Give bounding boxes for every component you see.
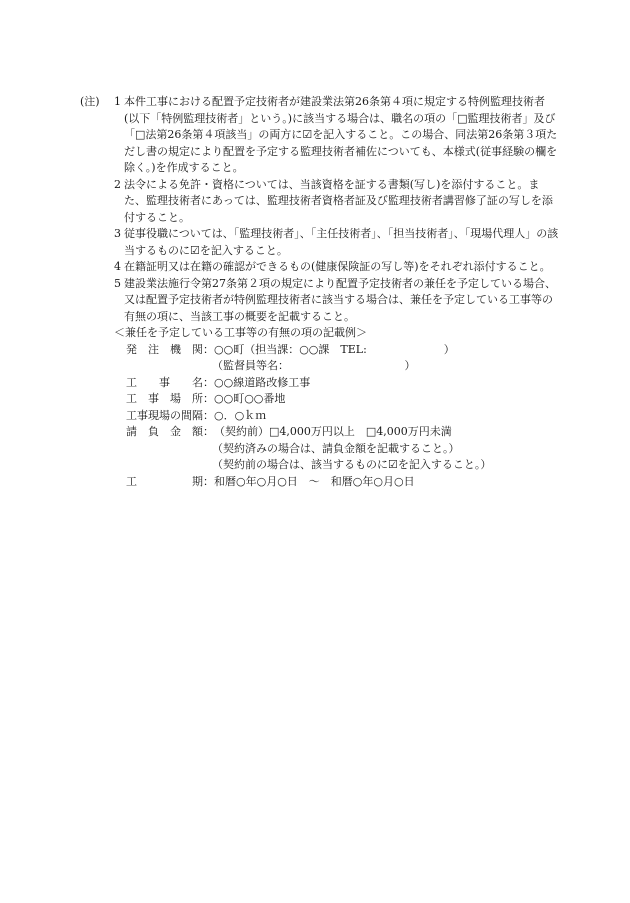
note-number: 5 bbox=[114, 276, 121, 290]
example-row-amount bbox=[114, 424, 560, 441]
note-number: 3 bbox=[114, 227, 121, 240]
note-text: 在籍証明又は在籍の確認ができるもの(健康保険証の写し等)をそれぞれ添付すること。 bbox=[124, 260, 551, 273]
notes-section bbox=[80, 94, 560, 490]
example-subline-supervisor: （監督員等名： ） bbox=[212, 359, 416, 372]
example-section bbox=[114, 325, 560, 490]
example-heading: ＜兼任を予定している工事等の有無の項の記載例＞ bbox=[114, 326, 367, 339]
field-value: ○○町○○番地 bbox=[214, 392, 286, 405]
field-value: 和暦○年○月○日 ～ 和暦○年○月○日 bbox=[214, 474, 415, 488]
note-text: 従事役職については、「監理技術者」、「主任技術者」、「担当技術者」、「現場代理人」の該当するものに☑を記入すること。 bbox=[124, 227, 559, 257]
field-value: ○．○ｋｍ bbox=[214, 408, 267, 422]
note-4 bbox=[80, 259, 560, 276]
note-number: 1 bbox=[114, 95, 121, 108]
field-label: 工 事 場 所： bbox=[126, 392, 214, 405]
example-subline-contracted: （契約済みの場合は、請負金額を記載すること。） bbox=[212, 441, 460, 455]
field-label: 工事現場の間隔： bbox=[126, 408, 214, 422]
field-label: 工 事 名： bbox=[126, 375, 214, 389]
note-text: 本件工事における配置予定技術者が建設業法第26条第４項に規定する特例監理技術者(以下「特例監理技術者」という。)に該当する場合は、職名の項の「□監理技術者」及び「□法第26条第４項該当」の両方に☑を記入すること。この場合、同法第26条第３項ただし書の規定により配置を予定する監理技術者補佐についても、本様式(従事経験の欄を除く。)を作成すること。 bbox=[124, 95, 558, 174]
notes-header: (注) bbox=[80, 95, 100, 108]
field-value: ○○線道路改修工事 bbox=[214, 375, 311, 389]
example-subline-precontract: （契約前の場合は、該当するものに☑を記入すること。） bbox=[212, 458, 492, 471]
note-2 bbox=[80, 177, 560, 227]
note-1 bbox=[80, 94, 560, 177]
field-value: ○○町（担当課：○○課 TEL: ） bbox=[214, 342, 455, 356]
example-row-site bbox=[114, 391, 560, 408]
note-3 bbox=[80, 226, 560, 259]
field-value: （契約前）□4,000万円以上 □4,000万円未満 bbox=[214, 425, 452, 438]
example-row-distance bbox=[114, 408, 560, 425]
note-5 bbox=[80, 276, 560, 326]
note-number: 2 bbox=[114, 177, 121, 191]
example-row-project-name bbox=[114, 375, 560, 392]
field-label: 請 負 金 額： bbox=[126, 425, 214, 438]
note-text: 建設業法施行令第27条第２項の規定により配置予定技術者の兼任を予定している場合、又は配置予定技術者が特例監理技術者に該当する場合は、兼任を予定している工事等の有無の項に、当該工事の概要を記載すること。 bbox=[124, 276, 556, 323]
example-row-orderer bbox=[114, 342, 560, 359]
example-row-period bbox=[114, 474, 560, 491]
note-number: 4 bbox=[114, 260, 121, 273]
field-label: 発 注 機 関： bbox=[126, 342, 214, 356]
field-label: 工 期： bbox=[126, 474, 214, 488]
note-text: 法令による免許・資格については、当該資格を証する書類(写し)を添付すること。また、監理技術者にあっては、監理技術者資格者証及び監理技術者講習修了証の写しを添付すること。 bbox=[124, 177, 553, 224]
